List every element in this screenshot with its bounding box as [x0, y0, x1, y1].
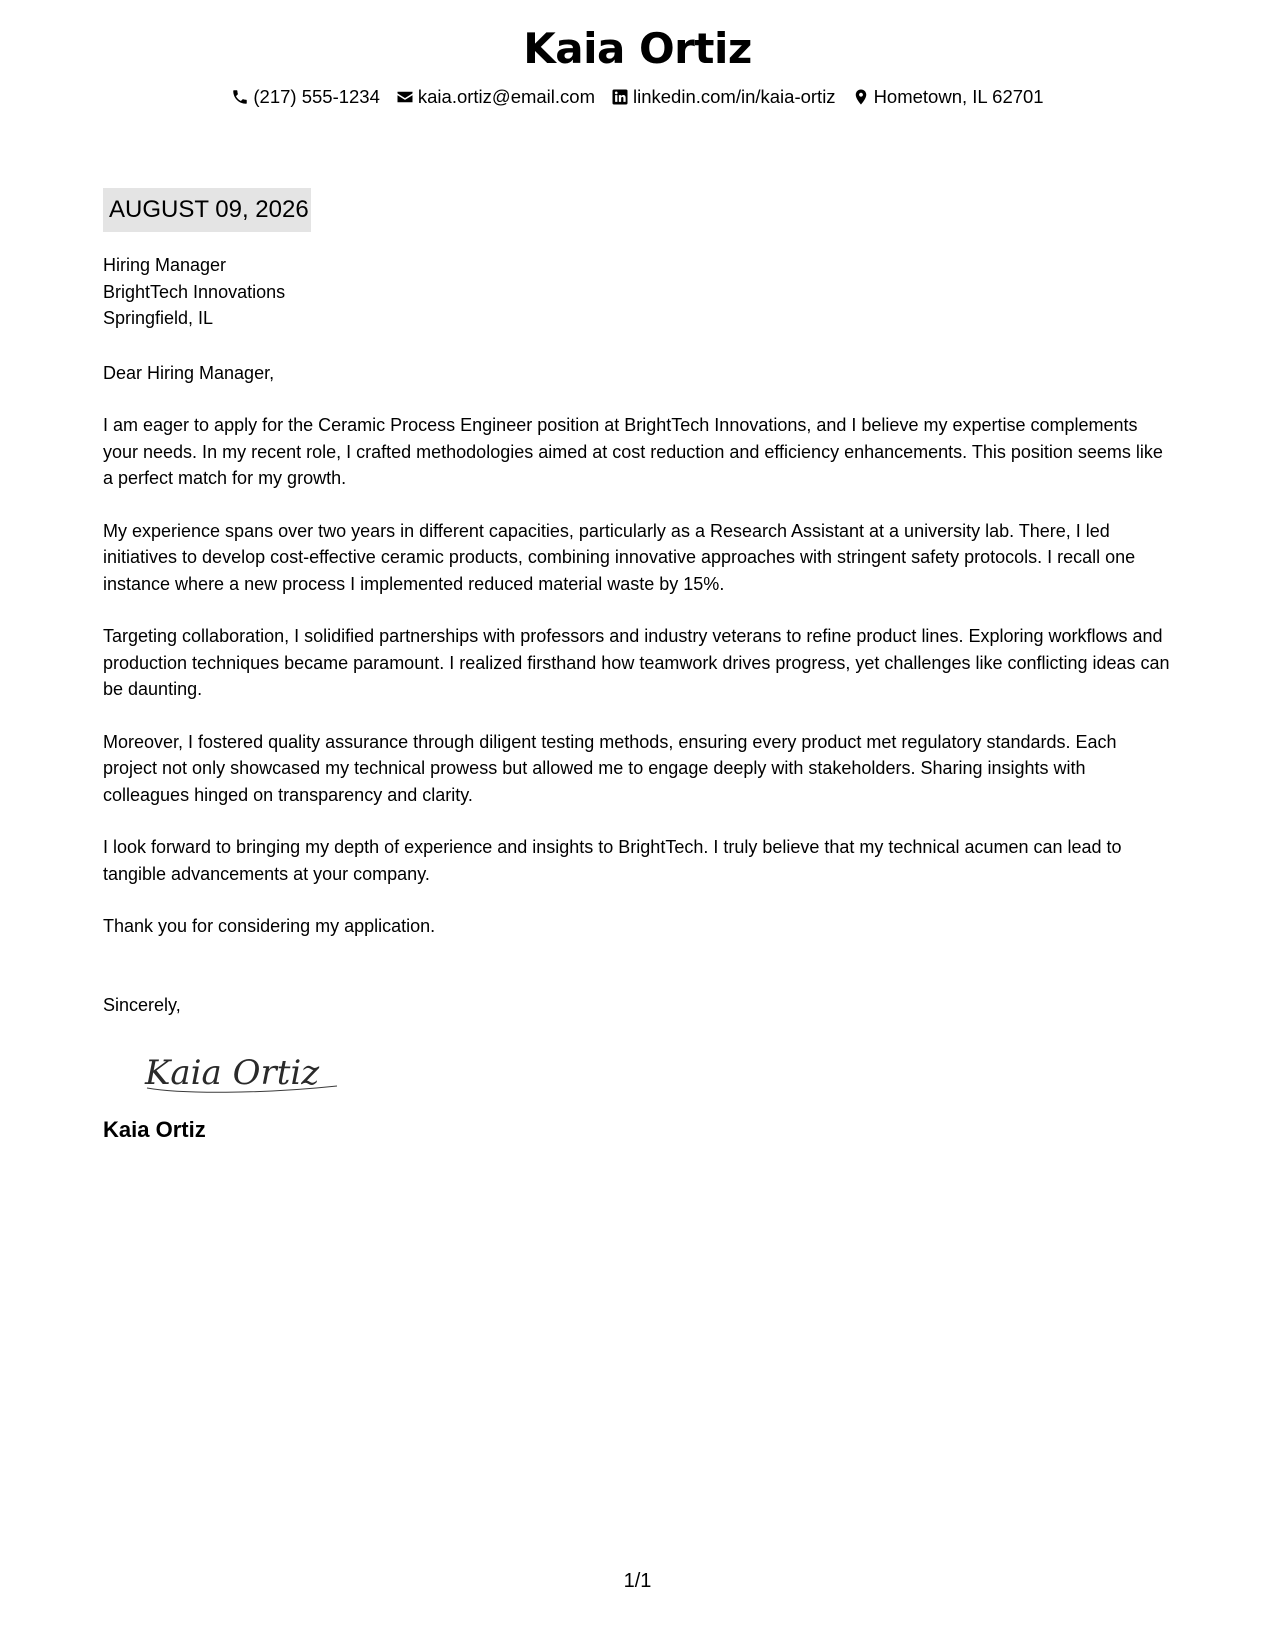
- page-number: 1/1: [623, 1570, 652, 1592]
- contact-location: [852, 84, 1044, 110]
- contact-bar: [0, 84, 1275, 110]
- closing: Sincerely,: [103, 994, 181, 1015]
- email-address[interactable]: kaia.ortiz@email.com: [417, 86, 595, 107]
- contact-linkedin[interactable]: [611, 84, 836, 110]
- contact-email[interactable]: [396, 84, 595, 110]
- phone-icon: [231, 88, 249, 106]
- paragraph: I am eager to apply for the Ceramic Process Engineer position at BrightTech Innovations, and I believe my expertise complements your needs. In my recent role, I crafted methodologies aimed at cost reduction and efficiency enhancements. This position seems like a perfect match for my growth.: [103, 415, 1163, 488]
- envelope-icon: [396, 88, 414, 106]
- signature-text: Kaia Ortiz: [145, 1053, 320, 1093]
- recipient-company: BrightTech Innovations: [103, 281, 286, 302]
- paragraph: Targeting collaboration, I solidified partnerships with professors and industry veterans to refine product lines. Exploring workflows and production techniques became paramount. I realized firsthand how teamwork drives progress, yet challenges like conflicting ideas can be daunting.: [103, 626, 1170, 699]
- letter-header: [0, 22, 1275, 110]
- salutation: Dear Hiring Manager,: [103, 362, 275, 383]
- paragraph: I look forward to bringing my depth of experience and insights to BrightTech. I truly believe that my technical acumen can lead to tangible advancements at your company.: [103, 837, 1122, 884]
- letter-body: [103, 188, 1175, 1144]
- handwritten-signature: [141, 1044, 341, 1098]
- paragraph: Moreover, I fostered quality assurance through diligent testing methods, ensuring every product met regulatory standards. Each project not only showcased my technical prowess but allowed me to engage deeply with stakeholders. Sharing insights with colleagues hinged on transparency and clarity.: [103, 731, 1117, 805]
- linkedin-icon: [611, 88, 629, 106]
- signer-name: Kaia Ortiz: [103, 1117, 206, 1142]
- recipient-location: Springfield, IL: [103, 308, 214, 328]
- phone-number: (217) 555-1234: [253, 86, 380, 107]
- recipient-title: Hiring Manager: [103, 255, 227, 275]
- map-pin-icon: [852, 88, 870, 106]
- recipient-block: [103, 252, 1175, 332]
- contact-phone: [231, 84, 380, 110]
- paragraph: My experience spans over two years in different capacities, particularly as a Research Assistant at a university lab. There, I led initiatives to develop cost-effective ceramic products, combining innovative approaches with stringent safety protocols. I recall one instance where a new process I implemented reduced material waste by 15%.: [103, 520, 1136, 594]
- applicant-name: Kaia Ortiz: [523, 24, 752, 73]
- letter-date: AUGUST 09, 2026: [103, 188, 311, 232]
- location-text: Hometown, IL 62701: [873, 86, 1044, 107]
- linkedin-url[interactable]: linkedin.com/in/kaia-ortiz: [633, 86, 836, 107]
- paragraph: Thank you for considering my application.: [103, 916, 436, 936]
